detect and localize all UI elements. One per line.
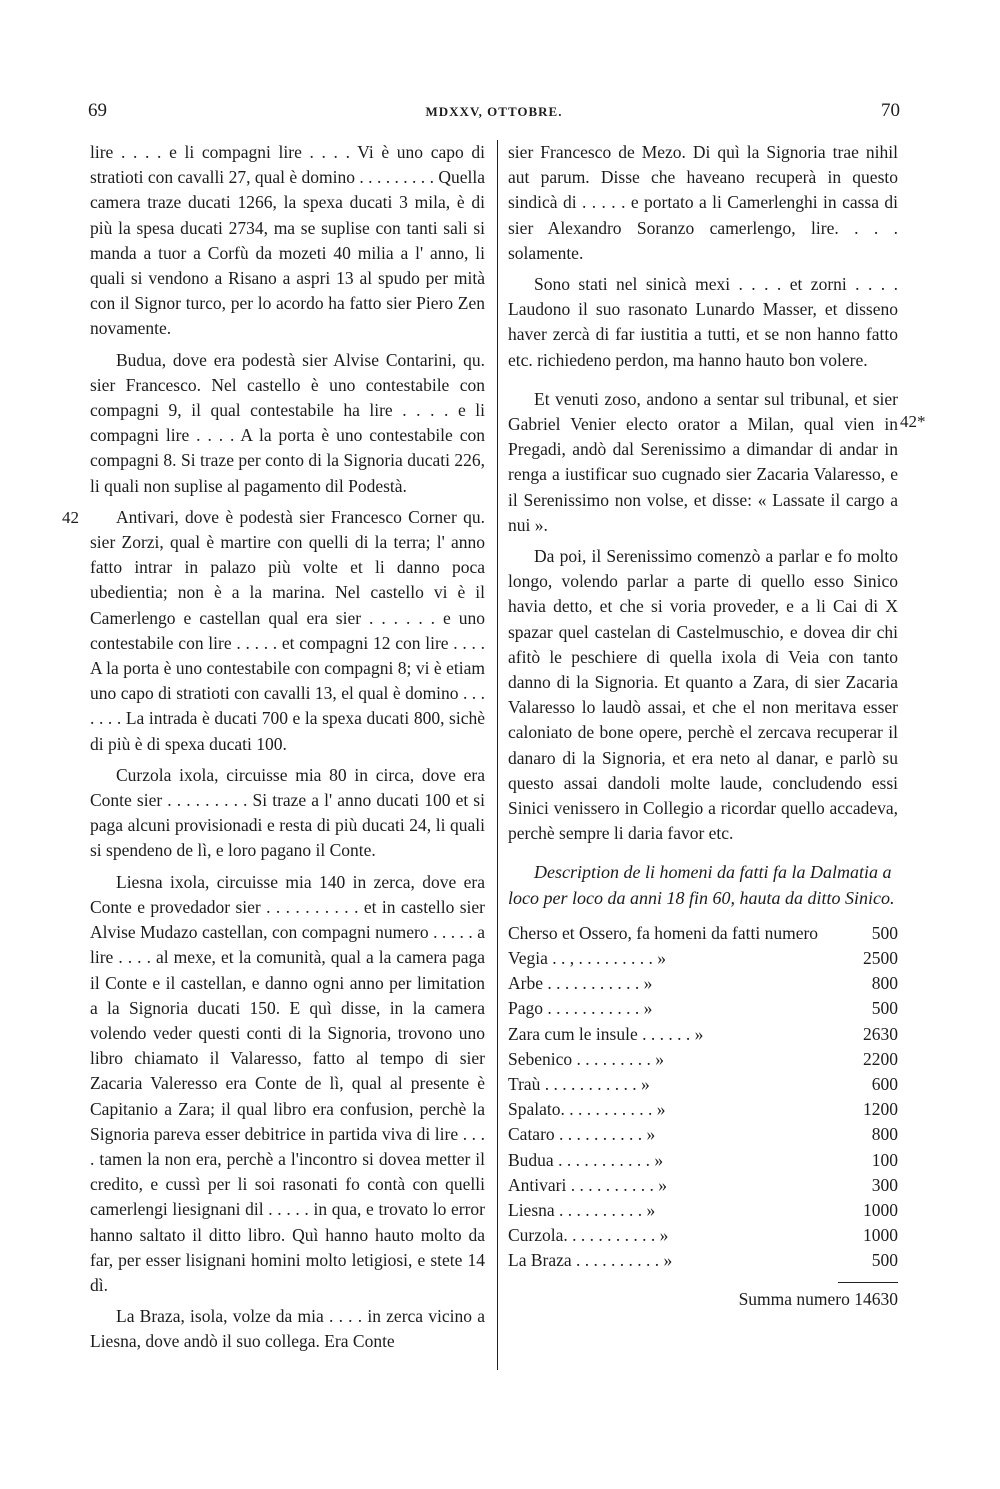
paragraph: Da poi, il Serenissimo comenzò a parlar e fo molto longo, volendo parlar a parte di quello esso Sinico havia detto, et che si voria proveder, e a li Cai di X spazar quel castelan di Castelmuschio, e dovea dir chi afitò le peschiere di quella ixola di Veia con tanto danno di la Signoria. Et quanto a Zara, di sier Zacaria Valaresso lo laudò assai, et che el non meritava esser caloniato de bone opere, perchè el zercava recuperar il danaro di la Signoria, et era neto al danar, e parlò su questo assai dandoli molte laude, concludendo essi Sinici venissero in Collegio a ricordar quello accadeva, perchè sempre li daria favor etc. [508, 546, 898, 844]
table-row [508, 1022, 898, 1047]
paragraph: Antivari, dove è podestà sier Francesco Corner qu. sier Zorzi, qual è martire con quelli di la terra; l' anno fatto intrar in palazo più volte et li danno poca ubedientia; non è a la marina. Nel castello vi è il Camerlengo e castellan qual era sier . . . . . . e uno contestabile con lire . . . . . et compagni 12 con lire . . . . A la porta è uno contestabile con compagni 8; vi è etiam uno capo di stratioti con cavalli 13, el qual è domino . . . . . . . La intrada è ducati 700 e la spexa ducati 800, sichè di più è di spexa ducati 100. [90, 506, 485, 754]
row-name: Spalato. . . . . . . . . . . » [508, 1099, 666, 1120]
table-row [508, 1072, 898, 1097]
paragraph: Sono stati nel sinicà mexi . . . . et zorni . . . . Laudono il suo rasonato Lunardo Masser, et disseno haver zercà di far iustitia a tutti, et se non hanno fatto etc. richiedeno perdon, ma hanno hauto bon volere. [508, 274, 898, 370]
column-divider [497, 140, 498, 1370]
table-row [508, 946, 898, 971]
row-name: Zara cum le insule . . . . . . » [508, 1023, 704, 1044]
row-name: Traù . . . . . . . . . . . » [508, 1074, 650, 1095]
row-name: Cherso et Ossero, fa homeni da fatti numero [508, 922, 819, 943]
table-row [508, 1173, 898, 1198]
men-table [508, 921, 898, 1312]
paragraph: Curzola ixola, circuisse mia 80 in circa, dove era Conte sier . . . . . . . . . Si traze a l' anno ducati 100 et si paga alcuni provisionadi e resta di più ducati 24, li quali si spendeno de lì, e loro pagano il Conte. [90, 764, 485, 861]
row-value: 1200 [863, 1099, 898, 1120]
summa-total: Summa numero 14630 [738, 1288, 898, 1309]
paragraph: sier Francesco de Mezo. Di quì la Signoria trae nihil aut parum. Disse che haveano recuperà in questo sindicà di . . . . . e portato a li Camerlenghi in cassa di sier Alexandro Soranzo camerlengo, lire. . . . solamente. [508, 142, 898, 263]
table-row [508, 1148, 898, 1173]
row-value: 2200 [863, 1048, 898, 1069]
row-value: 1000 [863, 1199, 898, 1220]
paragraph: Budua, dove era podestà sier Alvise Contarini, qu. sier Francesco. Nel castello è uno contestabile con compagni 9, il qual contestabile ha lire . . . . e li compagni lire . . . . A la porta è uno contestabile con compagni 8. Si traze per conto di la Signoria ducati 226, li quali non suplise al pagamento dil Podestà. [90, 349, 485, 496]
left-column [90, 140, 485, 1355]
table-row [508, 996, 898, 1021]
table-row [508, 1097, 898, 1122]
row-value: 500 [871, 922, 898, 943]
table-row [508, 971, 898, 996]
paragraph: lire . . . . e li compagni lire . . . . Vi è uno capo di stratioti con cavalli 27, qual è domino . . . . . . . . . Quella camera traze ducati 1266, la spexa ducati 3 mila, è di più la spesa ducati 2734, ma se suplise con tanti sali si manda a tuor a Corfù da mozeti 40 milia a l' anno, li quali si vendono a Risano a aspri 13 al spudo per mità con il Signor turco, per lo acordo ha fatto sier Piero Zen novamente. [90, 142, 485, 339]
page-header [88, 100, 900, 130]
row-value: 800 [871, 1124, 898, 1145]
row-name: Antivari . . . . . . . . . . » [508, 1174, 667, 1195]
row-name: Cataro . . . . . . . . . . » [508, 1124, 656, 1145]
right-page-number: 70 [881, 100, 900, 121]
left-margin-note: 42 [62, 508, 79, 527]
row-value: 300 [871, 1174, 898, 1195]
row-value: 100 [871, 1149, 898, 1170]
description-heading: Description de li homeni da fatti fa la Dalmatia a loco per loco da anni 18 fin 60, hauta da ditto Sinico. [508, 862, 895, 908]
row-name: Arbe . . . . . . . . . . . » [508, 973, 653, 994]
row-value: 1000 [863, 1225, 898, 1246]
table-row [508, 921, 898, 946]
row-name: Budua . . . . . . . . . . . » [508, 1149, 664, 1170]
sum-rule [838, 1282, 898, 1283]
table-row [508, 1223, 898, 1248]
right-column [508, 140, 898, 1312]
row-value: 500 [871, 1250, 898, 1271]
paragraph: Et venuti zoso, andono a sentar sul tribunal, et sier Gabriel Venier electo orator a Milan, qual vien in Pregadi, andò dal Serenissimo a dimandar di andar in renga a iustificar suo cugnado sier Zacaria Valaresso, e il Serenissimo non volse, et disse: « Lassate il cargo a nui ». [508, 388, 898, 535]
row-name: Sebenico . . . . . . . . . » [508, 1048, 665, 1069]
table-row [508, 1047, 898, 1072]
left-page-number: 69 [88, 100, 107, 121]
row-name: La Braza . . . . . . . . . . » [508, 1250, 673, 1271]
row-value: 600 [871, 1074, 898, 1095]
row-name: Liesna . . . . . . . . . . » [508, 1199, 656, 1220]
row-name: Pago . . . . . . . . . . . » [508, 998, 653, 1019]
running-title: MDXXV, OTTOBRE. [425, 104, 563, 119]
table-row [508, 1122, 898, 1147]
row-value: 500 [871, 998, 898, 1019]
row-name: Curzola. . . . . . . . . . . » [508, 1225, 669, 1246]
right-margin-note: 42* [900, 412, 926, 431]
table-row [508, 1198, 898, 1223]
paragraph: Liesna ixola, circuisse mia 140 in zerca, dove era Conte e provedador sier . . . . . . . . . . et in castello sier Alvise Mudazo castellan, con compagni numero . . . . . a lire . . . . al mexe, et la comunità, qual a la camera paga il Conte e il castellan, e danno ogni anno per limitation a la Signoria ducati 150. E quì disse, in la camera volendo veder questi conti di la Signoria, trovono uno libro chiamato il Valaresso, fatto al tempo di sier Zacaria Valeresso era Conte de lì, qual al presente è Capitanio a Zara; il qual libro era confusion, perchè la Signoria pareva esser debitrice in partida viva di lire . . . . tamen la non era, perchè a l'incontro si dovea metter il credito, e cussì per li soi rasonati fo contà con quelli camerlengi liesignani dil . . . . . in qua, e trovato lo error hanno saltato il ditto libro. Quì hanno hauto molto da far, per esser lisignani homini molto letigiosi, e stete 14 dì. [90, 871, 485, 1295]
paragraph: La Braza, isola, volze da mia . . . . in zerca vicino a Liesna, dove andò il suo collega. Era Conte [90, 1306, 485, 1352]
row-value: 2630 [863, 1023, 898, 1044]
row-value: 800 [871, 973, 898, 994]
row-name: Vegia . . , . . . . . . . . . » [508, 948, 666, 969]
row-value: 2500 [863, 948, 898, 969]
table-row [508, 1248, 898, 1273]
